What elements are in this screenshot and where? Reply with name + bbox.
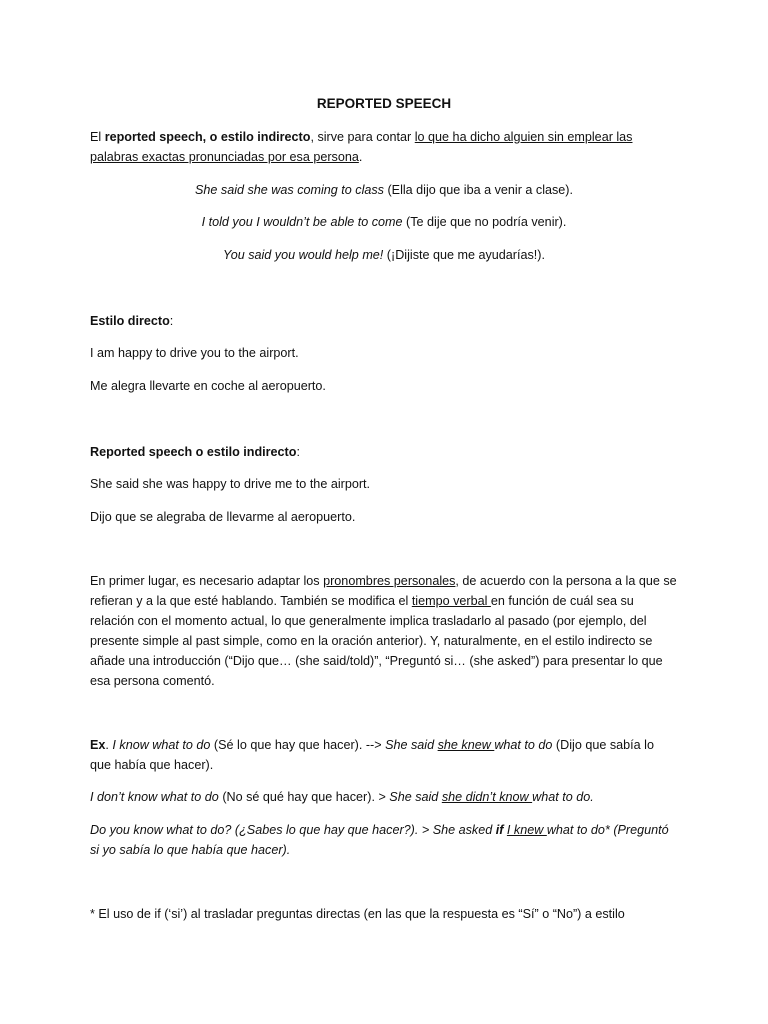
indirect-style-line-2: Dijo que se alegraba de llevarme al aeropuerto. [90,509,356,524]
direct-style-heading: Estilo directo: [90,313,174,328]
example-sentence-1: She said she was coming to class (Ella dijo que iba a venir a clase). [194,182,573,197]
example-sentence-2: I told you I wouldn’t be able to come (Te dije que no podría venir). [201,215,567,229]
example-1: Ex. I know what to do (Sé lo que hay que hacer). --> She said she knew what to do (Dijo que sabía lo que había que hacer). [90,737,654,772]
example-2: I don’t know what to do (No sé qué hay que hacer). > She said she didn’t know what to do. [90,790,594,804]
indirect-style-heading: Reported speech o estilo indirecto: [90,444,300,459]
direct-style-line-2: Me alegra llevarte en coche al aeropuerto. [90,378,326,393]
example-3: Do you know what to do? (¿Sabes lo que hay que hacer?). > She asked if I knew what to do* (Preguntó si yo sabía lo que había que hacer). [90,822,669,857]
personal-pronouns-term: pronombres personales [323,573,456,588]
verb-tense-term: tiempo verbal [411,593,491,608]
intro-underlined-definition: lo que ha dicho alguien sin emplear las palabras exactas pronunciadas por esa persona [90,130,633,164]
intro-bold-term: reported speech, o estilo indirecto [104,130,311,144]
document-body [90,94,678,924]
footnote: * El uso de if (‘si’) al trasladar preguntas directas (en las que la respuesta es “Sí” o “No”) a estilo [90,906,625,921]
example-sentence-3: You said you would help me! (¡Dijiste que me ayudarías!). [222,247,545,262]
indirect-style-line-1: She said she was happy to drive me to the airport. [90,477,371,491]
explanation-paragraph: En primer lugar, es necesario adaptar los pronombres personales, de acuerdo con la persona a la que se refieran y a la que esté hablando. También se modifica el tiempo verbal en función de cuál sea su relación con el momento actual, lo que generalmente implica trasladarlo al pasado (por ejemplo, del presente simple al past simple, como en la oración anterior). Y, naturalmente, en el estilo indirecto se añade una introducción (“Dijo que… (she said/told)”, “Preguntó si… (she asked”) para presentar lo que esa persona comentó. [90,573,677,688]
intro-paragraph: El reported speech, o estilo indirecto, sirve para contar lo que ha dicho alguien sin emplear las palabras exactas pronunciadas por esa persona. [90,130,633,164]
page-title: REPORTED SPEECH [316,96,452,111]
direct-style-line-1: I am happy to drive you to the airport. [90,346,299,360]
